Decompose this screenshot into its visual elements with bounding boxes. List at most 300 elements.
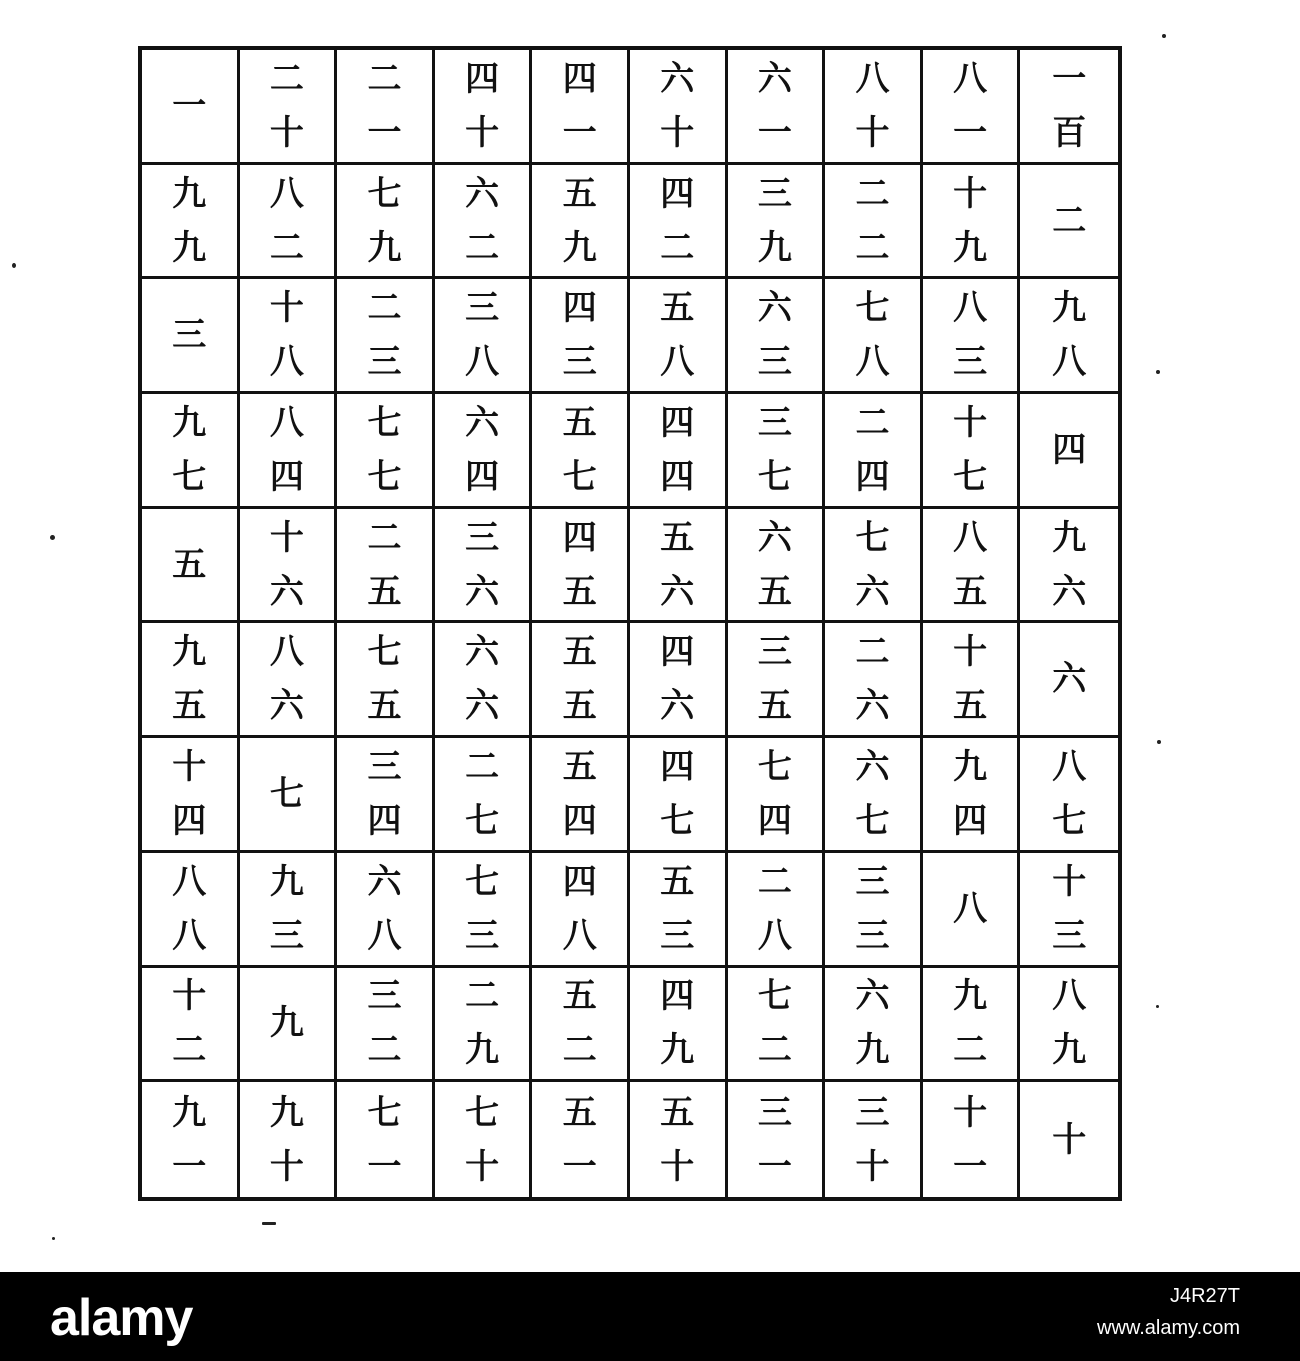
cell-numeral: 七: [367, 402, 402, 443]
cell-numeral: 八: [465, 342, 500, 383]
cell-numeral: 十: [1052, 861, 1087, 902]
cell-numeral: 十: [660, 1146, 695, 1187]
cell-numeral: 三: [757, 632, 792, 673]
table-cell: [728, 738, 826, 853]
cell-numeral: 一: [953, 112, 988, 153]
cell-numeral: 五: [562, 747, 597, 788]
cell-numeral: 二: [367, 1030, 402, 1071]
table-cell: [532, 623, 630, 738]
cell-numeral: 三: [465, 915, 500, 956]
cell-numeral: 四: [562, 58, 597, 99]
cell-numeral: 九: [1052, 1030, 1087, 1071]
scan-speck: [1162, 34, 1166, 38]
table-cell: [825, 279, 923, 394]
table-cell: [1020, 509, 1118, 624]
table-cell: [337, 50, 435, 165]
table-cell: [923, 738, 1021, 853]
cell-numeral: 十: [855, 1146, 890, 1187]
site-url: www.alamy.com: [1097, 1317, 1240, 1339]
table-cell: [240, 968, 338, 1083]
table-cell: [728, 509, 826, 624]
table-cell: [240, 165, 338, 280]
table-cell: [923, 50, 1021, 165]
cell-numeral: 六: [1052, 571, 1087, 612]
cell-numeral: 六: [660, 571, 695, 612]
cell-numeral: 六: [367, 861, 402, 902]
table-cell: [923, 509, 1021, 624]
table-cell: [435, 394, 533, 509]
table-cell: [1020, 853, 1118, 968]
cell-numeral: 五: [757, 686, 792, 727]
cell-numeral: 二: [465, 976, 500, 1017]
cell-numeral: 四: [660, 632, 695, 673]
cell-numeral: 六: [855, 571, 890, 612]
cell-numeral: 八: [1052, 342, 1087, 383]
table-cell: [435, 165, 533, 280]
alamy-logo: alamy: [50, 1289, 193, 1347]
table-cell: [1020, 1082, 1118, 1197]
table-cell: [923, 853, 1021, 968]
cell-numeral: 七: [465, 801, 500, 842]
cell-numeral: 七: [855, 288, 890, 329]
cell-numeral: 四: [660, 976, 695, 1017]
cell-numeral: 四: [367, 801, 402, 842]
scan-speck: [1157, 740, 1161, 744]
cell-numeral: 二: [953, 1030, 988, 1071]
table-cell: [532, 968, 630, 1083]
cell-numeral: 八: [953, 888, 988, 929]
table-cell: [337, 853, 435, 968]
cell-numeral: 六: [660, 686, 695, 727]
table-cell: [435, 623, 533, 738]
cell-numeral: 三: [269, 915, 304, 956]
cell-numeral: 一: [757, 1146, 792, 1187]
table-cell: [1020, 165, 1118, 280]
scan-speck: [262, 1222, 276, 1225]
cell-numeral: 十: [953, 1092, 988, 1133]
cell-numeral: 九: [269, 1003, 304, 1044]
table-cell: [435, 738, 533, 853]
cell-numeral: 十: [269, 288, 304, 329]
image-id: J4R27T: [1169, 1285, 1240, 1307]
table-cell: [532, 50, 630, 165]
cell-numeral: 十: [953, 402, 988, 443]
cell-numeral: 一: [172, 1146, 207, 1187]
table-cell: [435, 509, 533, 624]
cell-numeral: 五: [562, 173, 597, 214]
table-cell: [825, 509, 923, 624]
cell-numeral: 九: [757, 227, 792, 268]
table-cell: [532, 279, 630, 394]
table-cell: [1020, 623, 1118, 738]
scan-speck: [50, 535, 55, 540]
cell-numeral: 四: [562, 288, 597, 329]
cell-numeral: 五: [562, 976, 597, 1017]
cell-numeral: 九: [172, 632, 207, 673]
cell-numeral: 二: [1052, 200, 1087, 241]
scan-speck: [1156, 370, 1160, 374]
cell-numeral: 四: [660, 456, 695, 497]
cell-numeral: 八: [953, 517, 988, 558]
cell-numeral: 八: [269, 342, 304, 383]
watermark-banner: [0, 1272, 1300, 1361]
scan-speck: [1156, 1005, 1159, 1008]
table-cell: [630, 509, 728, 624]
table-cell: [435, 279, 533, 394]
cell-numeral: 六: [1052, 659, 1087, 700]
magic-square-table: [138, 46, 1122, 1201]
scan-speck: [52, 1237, 55, 1240]
cell-numeral: 七: [465, 861, 500, 902]
cell-numeral: 二: [465, 747, 500, 788]
cell-numeral: 二: [855, 632, 890, 673]
cell-numeral: 九: [1052, 517, 1087, 558]
table-cell: [240, 738, 338, 853]
table-cell: [142, 279, 240, 394]
cell-numeral: 二: [269, 58, 304, 99]
cell-numeral: 七: [172, 456, 207, 497]
cell-numeral: 三: [367, 976, 402, 1017]
table-cell: [142, 968, 240, 1083]
table-cell: [435, 1082, 533, 1197]
table-cell: [240, 394, 338, 509]
table-cell: [728, 165, 826, 280]
cell-numeral: 二: [855, 173, 890, 214]
table-cell: [532, 394, 630, 509]
cell-numeral: 五: [660, 1092, 695, 1133]
cell-numeral: 三: [855, 1092, 890, 1133]
table-cell: [728, 1082, 826, 1197]
table-cell: [142, 853, 240, 968]
cell-numeral: 四: [660, 173, 695, 214]
table-cell: [630, 50, 728, 165]
cell-numeral: 五: [660, 517, 695, 558]
table-cell: [337, 279, 435, 394]
cell-numeral: 四: [562, 517, 597, 558]
table-cell: [630, 968, 728, 1083]
cell-numeral: 三: [757, 1092, 792, 1133]
cell-numeral: 七: [562, 456, 597, 497]
cell-numeral: 九: [953, 747, 988, 788]
cell-numeral: 三: [465, 517, 500, 558]
table-cell: [240, 509, 338, 624]
table-cell: [630, 853, 728, 968]
cell-numeral: 一: [953, 1146, 988, 1187]
cell-numeral: 七: [1052, 801, 1087, 842]
cell-numeral: 九: [172, 227, 207, 268]
cell-numeral: 十: [172, 747, 207, 788]
cell-numeral: 六: [465, 571, 500, 612]
cell-numeral: 五: [172, 544, 207, 585]
cell-numeral: 十: [269, 517, 304, 558]
cell-numeral: 十: [269, 112, 304, 153]
cell-numeral: 三: [757, 402, 792, 443]
cell-numeral: 八: [855, 58, 890, 99]
cell-numeral: 七: [660, 801, 695, 842]
cell-numeral: 七: [367, 632, 402, 673]
cell-numeral: 二: [465, 227, 500, 268]
table-cell: [142, 738, 240, 853]
cell-numeral: 十: [465, 112, 500, 153]
cell-numeral: 十: [660, 112, 695, 153]
table-cell: [532, 1082, 630, 1197]
table-cell: [825, 394, 923, 509]
cell-numeral: 二: [367, 58, 402, 99]
cell-numeral: 五: [660, 288, 695, 329]
cell-numeral: 六: [465, 402, 500, 443]
cell-numeral: 十: [1052, 1119, 1087, 1160]
cell-numeral: 七: [367, 173, 402, 214]
table-cell: [1020, 738, 1118, 853]
table-cell: [825, 50, 923, 165]
table-cell: [337, 1082, 435, 1197]
cell-numeral: 五: [562, 632, 597, 673]
table-cell: [728, 968, 826, 1083]
cell-numeral: 五: [367, 571, 402, 612]
cell-numeral: 五: [953, 686, 988, 727]
cell-numeral: 三: [660, 915, 695, 956]
cell-numeral: 六: [660, 58, 695, 99]
table-cell: [532, 738, 630, 853]
cell-numeral: 二: [562, 1030, 597, 1071]
cell-numeral: 五: [757, 571, 792, 612]
cell-numeral: 五: [562, 1092, 597, 1133]
cell-numeral: 一: [562, 1146, 597, 1187]
cell-numeral: 五: [562, 402, 597, 443]
cell-numeral: 九: [855, 1030, 890, 1071]
table-cell: [240, 853, 338, 968]
cell-numeral: 七: [757, 747, 792, 788]
cell-numeral: 八: [367, 915, 402, 956]
table-cell: [825, 853, 923, 968]
cell-numeral: 八: [953, 58, 988, 99]
table-cell: [1020, 50, 1118, 165]
cell-numeral: 十: [953, 173, 988, 214]
table-cell: [923, 279, 1021, 394]
cell-numeral: 四: [855, 456, 890, 497]
table-cell: [825, 1082, 923, 1197]
cell-numeral: 三: [562, 342, 597, 383]
table-cell: [923, 165, 1021, 280]
table-cell: [532, 853, 630, 968]
scan-speck: [12, 263, 16, 268]
cell-numeral: 九: [172, 402, 207, 443]
cell-numeral: 六: [757, 288, 792, 329]
cell-numeral: 一: [1052, 58, 1087, 99]
cell-numeral: 七: [757, 976, 792, 1017]
cell-numeral: 十: [855, 112, 890, 153]
table-cell: [728, 279, 826, 394]
table-cell: [728, 623, 826, 738]
cell-numeral: 二: [367, 517, 402, 558]
table-cell: [337, 623, 435, 738]
cell-numeral: 三: [953, 342, 988, 383]
cell-numeral: 四: [465, 58, 500, 99]
cell-numeral: 九: [269, 861, 304, 902]
cell-numeral: 十: [953, 632, 988, 673]
cell-numeral: 九: [1052, 288, 1087, 329]
cell-numeral: 九: [172, 1092, 207, 1133]
cell-numeral: 四: [269, 456, 304, 497]
table-cell: [142, 623, 240, 738]
cell-numeral: 七: [269, 774, 304, 815]
cell-numeral: 十: [172, 976, 207, 1017]
cell-numeral: 七: [367, 456, 402, 497]
cell-numeral: 三: [172, 315, 207, 356]
cell-numeral: 九: [953, 227, 988, 268]
table-cell: [1020, 968, 1118, 1083]
table-cell: [728, 853, 826, 968]
cell-numeral: 五: [562, 571, 597, 612]
cell-numeral: 八: [757, 915, 792, 956]
cell-numeral: 二: [660, 227, 695, 268]
cell-numeral: 三: [465, 288, 500, 329]
cell-numeral: 六: [465, 686, 500, 727]
table-cell: [630, 165, 728, 280]
cell-numeral: 二: [367, 288, 402, 329]
table-cell: [532, 509, 630, 624]
cell-numeral: 九: [172, 173, 207, 214]
table-cell: [142, 50, 240, 165]
table-cell: [630, 394, 728, 509]
cell-numeral: 八: [269, 173, 304, 214]
cell-numeral: 七: [367, 1092, 402, 1133]
cell-numeral: 七: [953, 456, 988, 497]
cell-numeral: 三: [855, 861, 890, 902]
cell-numeral: 四: [660, 402, 695, 443]
cell-numeral: 七: [465, 1092, 500, 1133]
table-cell: [435, 968, 533, 1083]
cell-numeral: 八: [172, 915, 207, 956]
cell-numeral: 六: [855, 747, 890, 788]
cell-numeral: 六: [269, 686, 304, 727]
cell-numeral: 七: [855, 517, 890, 558]
cell-numeral: 一: [172, 85, 207, 126]
cell-numeral: 二: [855, 402, 890, 443]
table-cell: [630, 738, 728, 853]
table-cell: [142, 509, 240, 624]
table-cell: [337, 968, 435, 1083]
table-cell: [337, 165, 435, 280]
table-cell: [825, 623, 923, 738]
cell-numeral: 八: [660, 342, 695, 383]
table-cell: [142, 394, 240, 509]
watermark-code: [1097, 1280, 1240, 1344]
cell-numeral: 二: [757, 861, 792, 902]
cell-numeral: 五: [367, 686, 402, 727]
cell-numeral: 四: [172, 801, 207, 842]
table-cell: [337, 394, 435, 509]
cell-numeral: 一: [367, 112, 402, 153]
table-cell: [825, 738, 923, 853]
cell-numeral: 八: [172, 861, 207, 902]
table-cell: [728, 394, 826, 509]
cell-numeral: 八: [1052, 976, 1087, 1017]
table-cell: [1020, 279, 1118, 394]
cell-numeral: 六: [757, 517, 792, 558]
cell-numeral: 八: [269, 632, 304, 673]
table-cell: [240, 623, 338, 738]
cell-numeral: 九: [660, 1030, 695, 1071]
cell-numeral: 三: [757, 342, 792, 383]
table-cell: [240, 1082, 338, 1197]
table-cell: [142, 1082, 240, 1197]
cell-numeral: 九: [953, 976, 988, 1017]
cell-numeral: 八: [1052, 747, 1087, 788]
cell-numeral: 二: [172, 1030, 207, 1071]
table-cell: [825, 968, 923, 1083]
cell-numeral: 六: [855, 686, 890, 727]
table-cell: [923, 1082, 1021, 1197]
cell-numeral: 九: [465, 1030, 500, 1071]
table-cell: [435, 50, 533, 165]
table-cell: [1020, 394, 1118, 509]
cell-numeral: 三: [757, 173, 792, 214]
cell-numeral: 百: [1052, 112, 1087, 153]
cell-numeral: 五: [660, 861, 695, 902]
cell-numeral: 四: [562, 801, 597, 842]
cell-numeral: 三: [855, 915, 890, 956]
table-cell: [728, 50, 826, 165]
table-cell: [923, 623, 1021, 738]
cell-numeral: 九: [562, 227, 597, 268]
table-cell: [630, 279, 728, 394]
cell-numeral: 四: [953, 801, 988, 842]
cell-numeral: 六: [269, 571, 304, 612]
cell-numeral: 十: [269, 1146, 304, 1187]
cell-numeral: 一: [757, 112, 792, 153]
cell-numeral: 五: [172, 686, 207, 727]
cell-numeral: 二: [757, 1030, 792, 1071]
cell-numeral: 四: [757, 801, 792, 842]
cell-numeral: 六: [855, 976, 890, 1017]
table-cell: [240, 50, 338, 165]
table-cell: [825, 165, 923, 280]
cell-numeral: 二: [855, 227, 890, 268]
cell-numeral: 七: [855, 801, 890, 842]
table-cell: [142, 165, 240, 280]
cell-numeral: 二: [269, 227, 304, 268]
cell-numeral: 六: [465, 632, 500, 673]
table-cell: [435, 853, 533, 968]
cell-numeral: 三: [1052, 915, 1087, 956]
cell-numeral: 七: [757, 456, 792, 497]
cell-numeral: 五: [953, 571, 988, 612]
cell-numeral: 一: [367, 1146, 402, 1187]
cell-numeral: 四: [660, 747, 695, 788]
cell-numeral: 九: [269, 1092, 304, 1133]
cell-numeral: 八: [953, 288, 988, 329]
table-cell: [240, 279, 338, 394]
cell-numeral: 三: [367, 342, 402, 383]
table-cell: [630, 1082, 728, 1197]
table-cell: [337, 509, 435, 624]
cell-numeral: 十: [465, 1146, 500, 1187]
cell-numeral: 三: [367, 747, 402, 788]
cell-numeral: 四: [465, 456, 500, 497]
cell-numeral: 六: [465, 173, 500, 214]
cell-numeral: 五: [562, 686, 597, 727]
table-cell: [630, 623, 728, 738]
cell-numeral: 六: [757, 58, 792, 99]
cell-numeral: 九: [367, 227, 402, 268]
cell-numeral: 四: [1052, 429, 1087, 470]
cell-numeral: 八: [855, 342, 890, 383]
cell-numeral: 八: [269, 402, 304, 443]
table-cell: [923, 394, 1021, 509]
cell-numeral: 八: [562, 915, 597, 956]
table-cell: [337, 738, 435, 853]
